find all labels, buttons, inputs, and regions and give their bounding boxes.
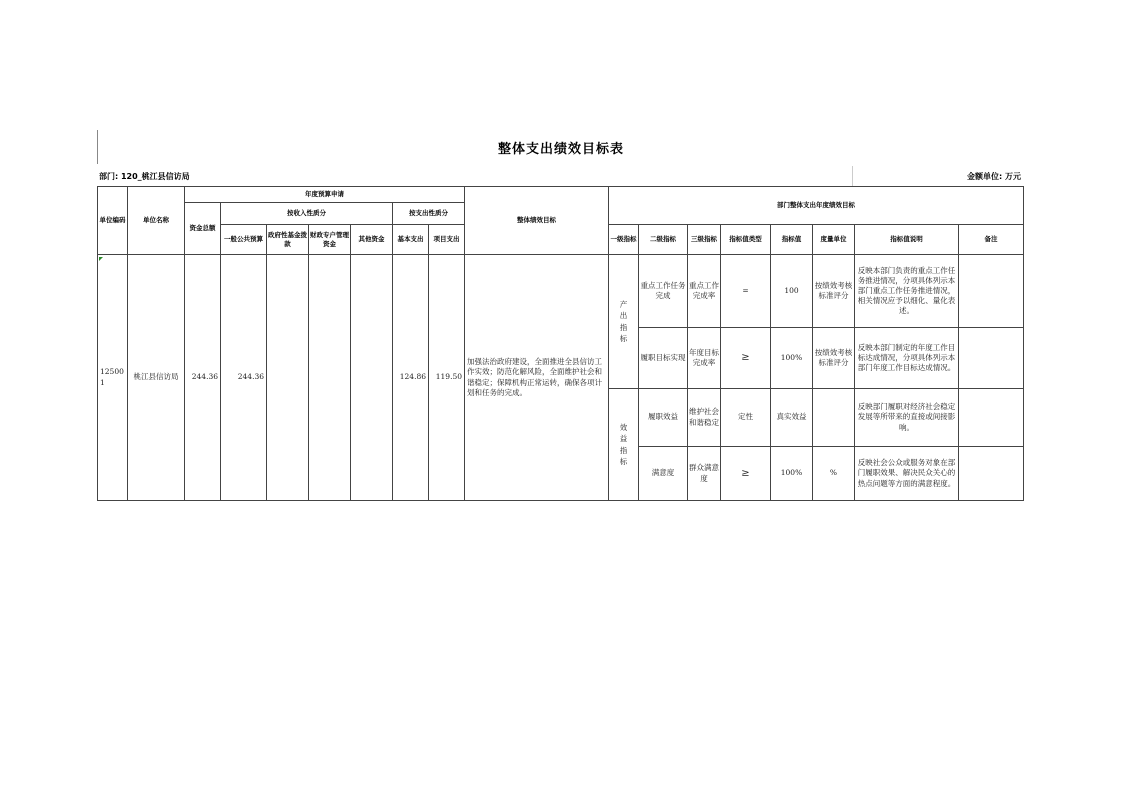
header-by-income: 按收入性质分 xyxy=(221,203,393,225)
header-unit-name: 单位名称 xyxy=(128,187,185,255)
cell-gov-fund xyxy=(267,255,309,501)
header-unit-code: 单位编码 xyxy=(98,187,128,255)
cell-value-desc: 反映本部门负责的重点工作任务推进情况，分项具体列示本部门重点工作任务推进情况，相关情况应予以细化、量化表述。 xyxy=(855,255,959,328)
cell-measure-unit: 按绩效考核标准评分 xyxy=(813,328,855,389)
info-bar xyxy=(97,166,1023,186)
divider xyxy=(852,166,853,186)
cell-other-funds xyxy=(351,255,393,501)
header-measure-unit: 度量单位 xyxy=(813,225,855,255)
header-special-account: 财政专户管理资金 xyxy=(309,225,351,255)
header-value-desc: 指标值说明 xyxy=(855,225,959,255)
table-row xyxy=(98,255,1024,328)
level1-output-text: 产出指标 xyxy=(619,300,628,343)
cell-value-type: ≥ xyxy=(721,447,771,501)
header-level3: 三级指标 xyxy=(688,225,721,255)
performance-table xyxy=(97,186,1024,501)
cell-remark xyxy=(959,255,1024,328)
cell-special-account xyxy=(309,255,351,501)
cell-basic-expense: 124.86 xyxy=(393,255,429,501)
cell-overall-goal: 加强法治政府建设，全面推进全县信访工作实效；防范化解风险，全面维护社会和谐稳定；保障机构正常运转，确保各项计划和任务的完成。 xyxy=(465,255,609,501)
cell-level3: 重点工作完成率 xyxy=(688,255,721,328)
cell-level3: 年度目标完成率 xyxy=(688,328,721,389)
cell-value: 100% xyxy=(771,447,813,501)
header-gov-fund: 政府性基金拨款 xyxy=(267,225,309,255)
cell-unit-code xyxy=(98,255,128,501)
cell-project-expense: 119.50 xyxy=(429,255,465,501)
cell-level2: 满意度 xyxy=(639,447,688,501)
cell-value-desc: 反映社会公众或服务对象在部门履职效果、解决民众关心的热点问题等方面的满意程度。 xyxy=(855,447,959,501)
header-annual-budget: 年度预算申请 xyxy=(185,187,465,203)
cell-level2: 履职效益 xyxy=(639,389,688,447)
header-value-type: 指标值类型 xyxy=(721,225,771,255)
cell-remark xyxy=(959,389,1024,447)
department-label: 部门: 120_桃江县信访局 xyxy=(99,172,190,181)
cell-value-desc: 反映本部门制定的年度工作目标达成情况，分项具体列示本部门年度工作目标达成情况。 xyxy=(855,328,959,389)
header-general-budget: 一般公共预算 xyxy=(221,225,267,255)
cell-value: 100% xyxy=(771,328,813,389)
spreadsheet-sheet xyxy=(97,130,1023,504)
cell-level1-output xyxy=(609,255,639,389)
cell-value: 真实效益 xyxy=(771,389,813,447)
cell-level3: 群众满意度 xyxy=(688,447,721,501)
title-bar xyxy=(97,130,1024,164)
cell-comment-marker xyxy=(99,257,103,261)
header-by-expense: 按支出性质分 xyxy=(393,203,465,225)
header-basic-expense: 基本支出 xyxy=(393,225,429,255)
header-remark: 备注 xyxy=(959,225,1024,255)
cell-value-type: ≥ xyxy=(721,328,771,389)
cell-measure-unit: 按绩效考核标准评分 xyxy=(813,255,855,328)
header-total-funds: 资金总额 xyxy=(185,203,221,255)
header-level2: 二级指标 xyxy=(639,225,688,255)
header-dept-targets: 部门整体支出年度绩效目标 xyxy=(609,187,1024,225)
cell-unit-name: 桃江县信访局 xyxy=(128,255,185,501)
cell-level1-benefit xyxy=(609,389,639,501)
cell-level2: 履职目标实现 xyxy=(639,328,688,389)
cell-level3: 维护社会和谐稳定 xyxy=(688,389,721,447)
header-project-expense: 项目支出 xyxy=(429,225,465,255)
page-title: 整体支出绩效目标表 xyxy=(497,142,624,157)
level1-benefit-text: 效益指标 xyxy=(619,423,628,466)
amount-unit-label: 金额单位: 万元 xyxy=(967,172,1021,181)
cell-level2: 重点工作任务完成 xyxy=(639,255,688,328)
cell-measure-unit xyxy=(813,389,855,447)
cell-value: 100 xyxy=(771,255,813,328)
cell-total-funds: 244.36 xyxy=(185,255,221,501)
unit-code-text: 125001 xyxy=(100,367,124,387)
header-value: 指标值 xyxy=(771,225,813,255)
cell-measure-unit: % xyxy=(813,447,855,501)
cell-general-budget: 244.36 xyxy=(221,255,267,501)
cell-value-type: 定性 xyxy=(721,389,771,447)
cell-remark xyxy=(959,328,1024,389)
cell-remark xyxy=(959,447,1024,501)
header-other-funds: 其他资金 xyxy=(351,225,393,255)
header-level1: 一级指标 xyxy=(609,225,639,255)
header-overall-goal: 整体绩效目标 xyxy=(465,187,609,255)
cell-value-type: = xyxy=(721,255,771,328)
cell-value-desc: 反映部门履职对经济社会稳定发展等所带来的直接或间接影响。 xyxy=(855,389,959,447)
